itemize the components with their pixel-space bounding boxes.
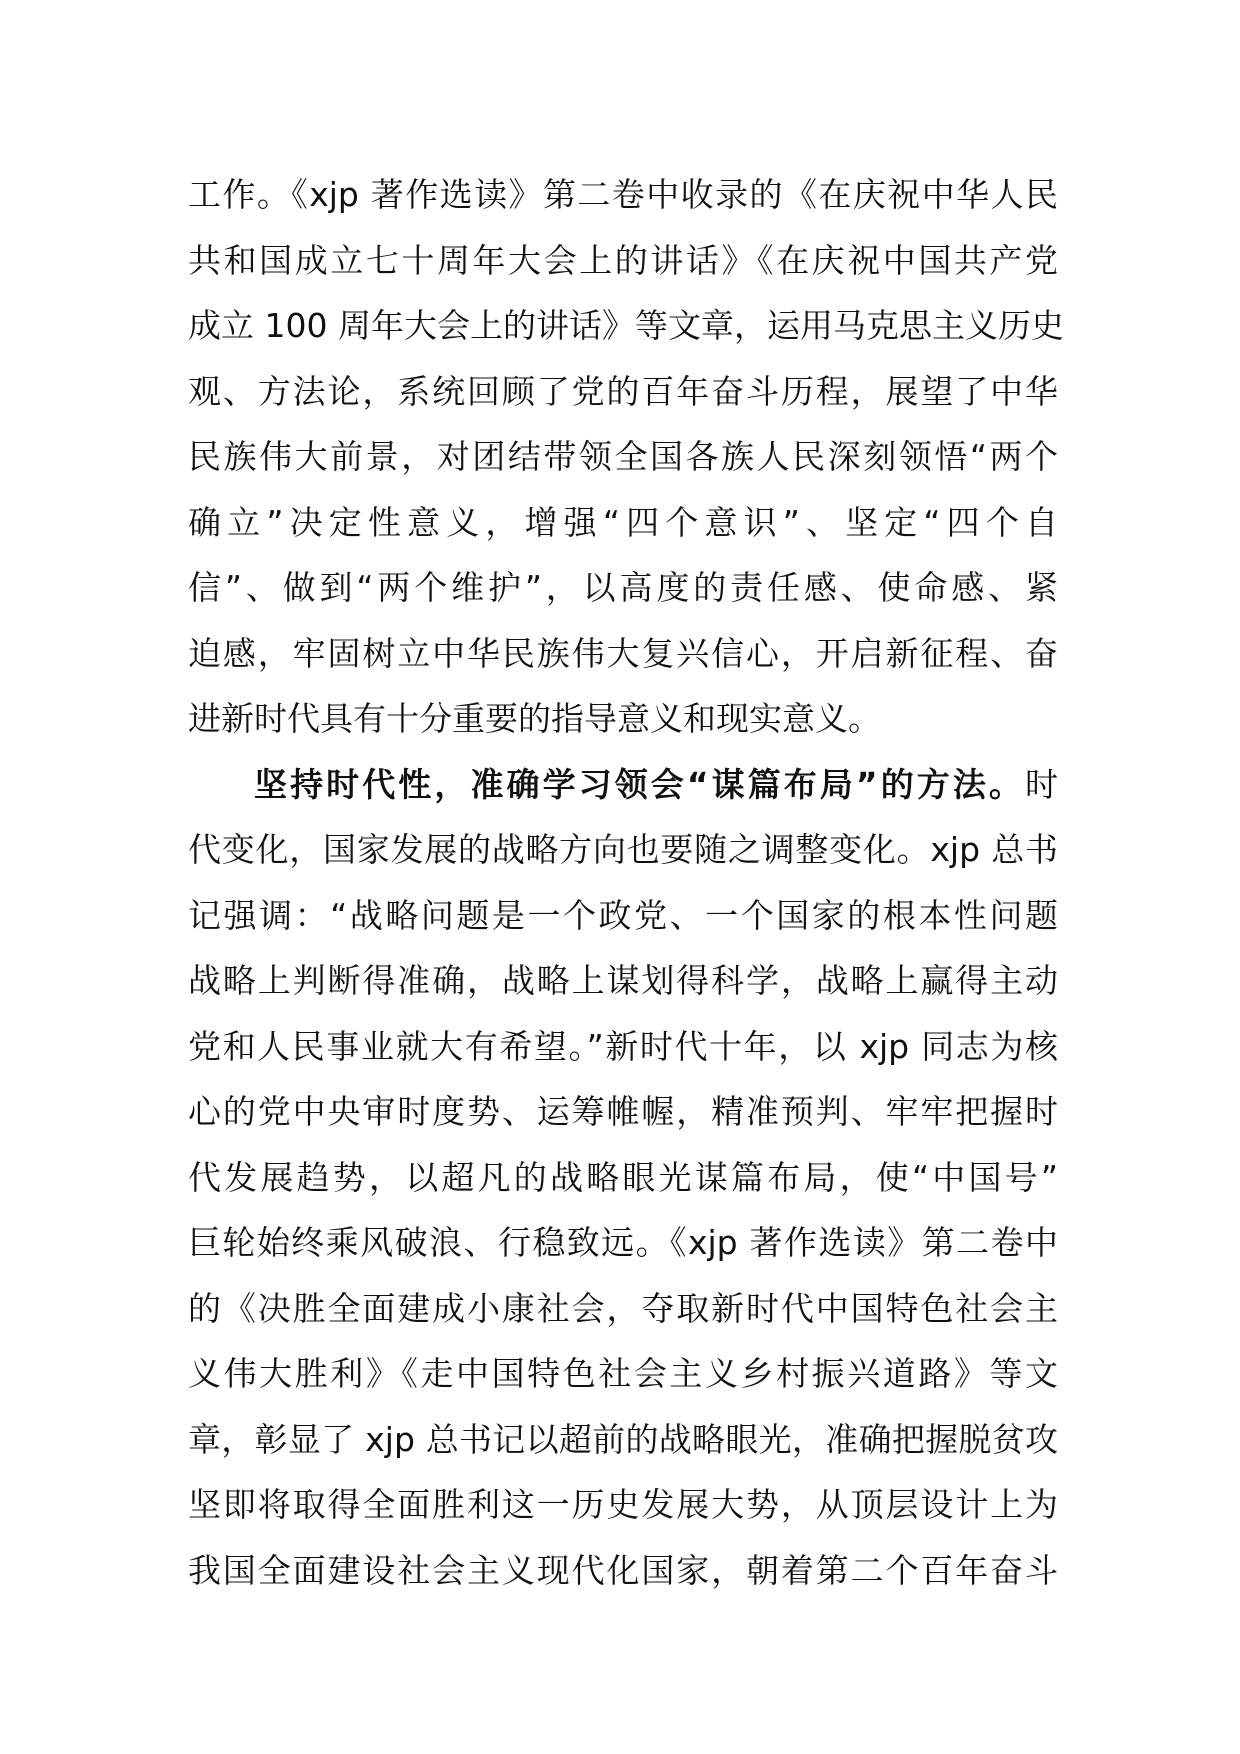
text-line: 记强调：“战略问题是一个政党、一个国家的根本性问题 — [188, 895, 1058, 935]
paragraph-heading-line — [188, 752, 1058, 818]
text-line: 义伟大胜利》《走中国特色社会主义乡村振兴道路》等文 — [188, 1354, 1058, 1393]
text-line: 民族伟大前景，对团结带领全国各族人民深刻领悟“两个 — [188, 437, 1058, 476]
text-line: 巨轮始终乘风破浪、行稳致远。《xjp 著作选读》第二卷中 — [188, 1223, 1058, 1262]
text-line: 心的党中央审时度势、运筹帷幄，精准预判、牢牢把握时 — [188, 1092, 1058, 1131]
text-line: 信”、做到“两个维护”，以高度的责任感、使命感、紧 — [188, 568, 1058, 607]
text-line: 工作。《xjp 著作选读》第二卷中收录的《在庆祝中华人民 — [188, 175, 1058, 214]
paragraph-lead-rest: 时 — [1025, 764, 1058, 804]
text-line: 进新时代具有十分重要的指导意义和现实意义。 — [188, 699, 881, 738]
text-line: 成立 100 周年大会上的讲话》等文章，运用马克思主义历史 — [188, 306, 1064, 345]
text-line: 坚即将取得全面胜利这一历史发展大势，从顶层设计上为 — [188, 1485, 1058, 1524]
document-body — [188, 162, 1064, 1603]
text-line: 共和国成立七十周年大会上的讲话》《在庆祝中国共产党 — [188, 240, 1058, 280]
text-line: 代发展趋势，以超凡的战略眼光谋篇布局，使“中国号” — [188, 1157, 1058, 1197]
text-line: 我国全面建设社会主义现代化国家，朝着第二个百年奋斗 — [188, 1550, 1058, 1590]
paragraph-lead: 坚持时代性，准确学习领会“谋篇布局”的方法。 — [254, 764, 1025, 804]
text-line: 迫感，牢固树立中华民族伟大复兴信心，开启新征程、奋 — [188, 633, 1058, 673]
text-line: 观、方法论，系统回顾了党的百年奋斗历程，展望了中华 — [188, 371, 1058, 411]
text-line: 党和人民事业就大有希望。”新时代十年，以 xjp 同志为核 — [188, 1026, 1058, 1066]
text-line: 代变化，国家发展的战略方向也要随之调整变化。xjp 总书 — [188, 830, 1058, 869]
text-line: 战略上判断得准确，战略上谋划得科学，战略上赢得主动 — [188, 961, 1058, 1000]
text-line: 的《决胜全面建成小康社会，夺取新时代中国特色社会主 — [188, 1288, 1058, 1328]
text-line: 确立”决定性意义，增强“四个意识”、坚定“四个自 — [188, 502, 1058, 542]
text-line: 章，彰显了 xjp 总书记以超前的战略眼光，准确把握脱贫攻 — [188, 1419, 1058, 1459]
